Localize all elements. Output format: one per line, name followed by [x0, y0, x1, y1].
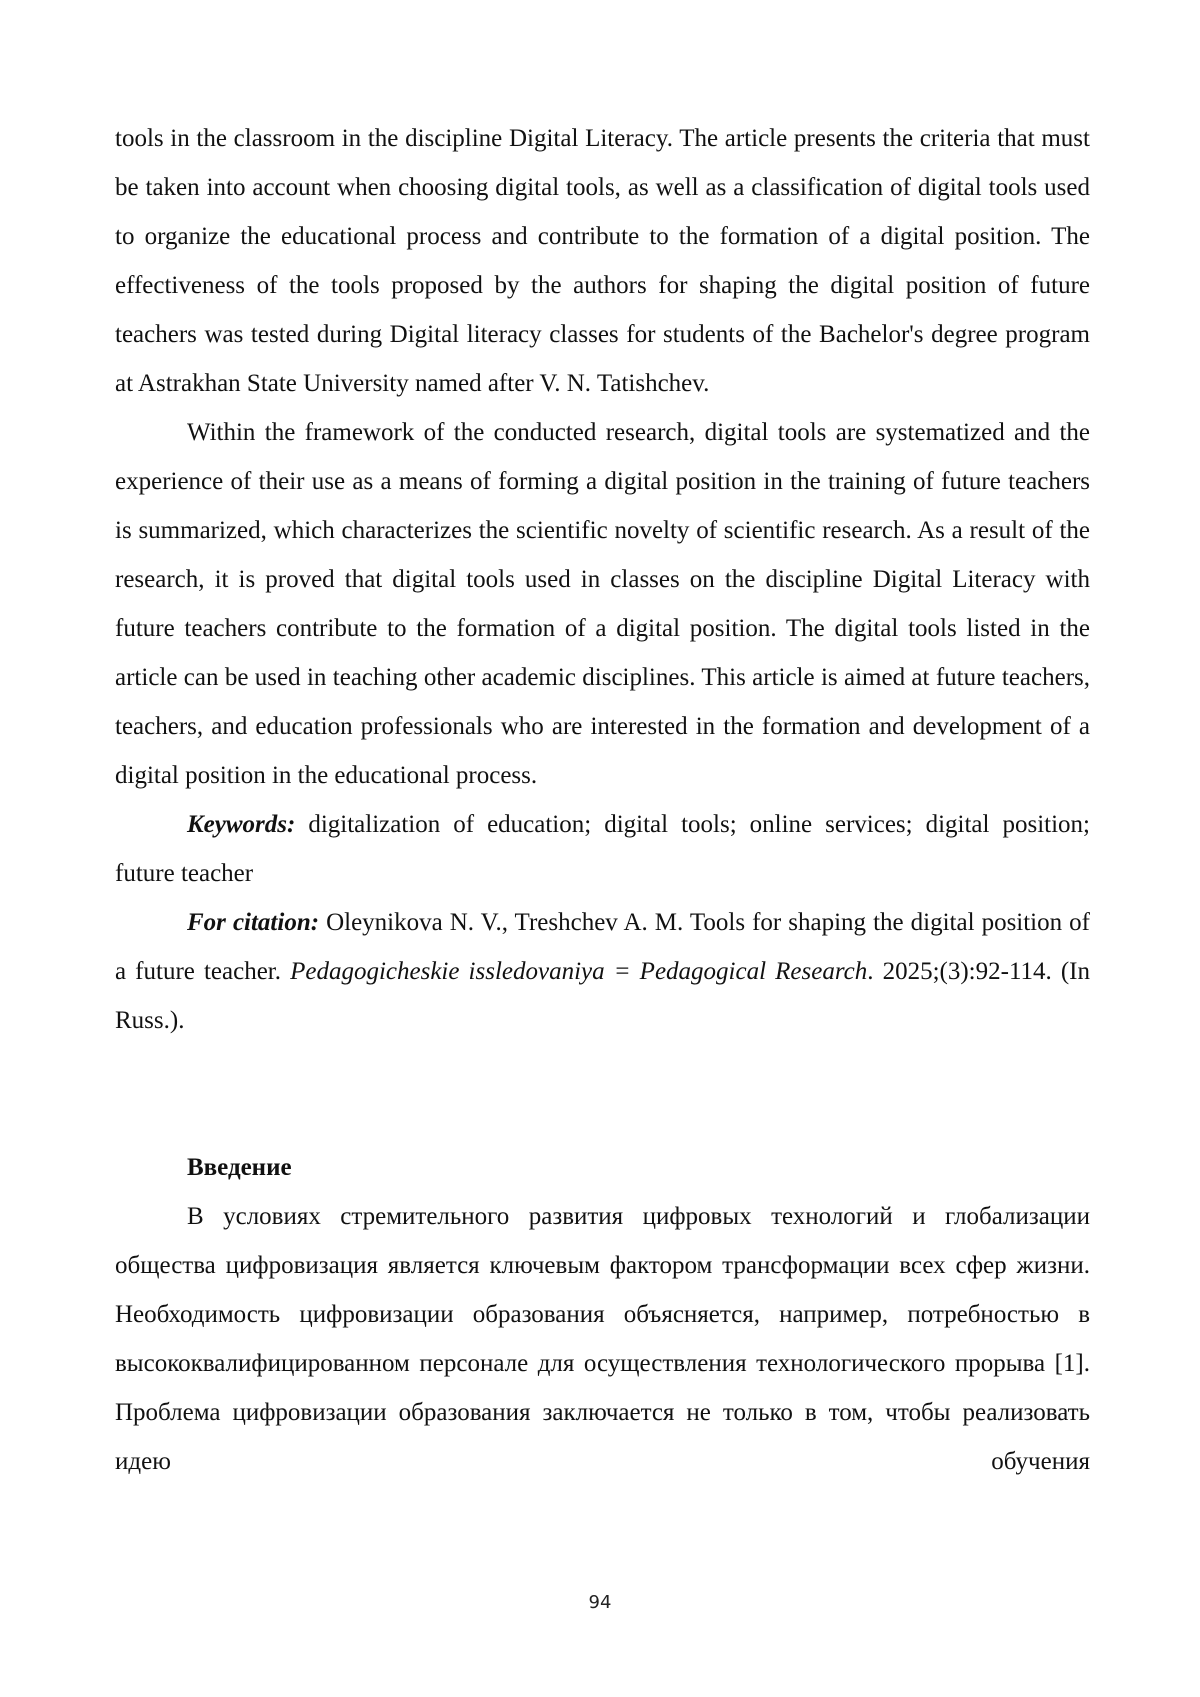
citation-journal: Pedagogicheskie issledovaniya = Pedagogical Research: [290, 958, 868, 985]
citation-paragraph: [115, 898, 1090, 1045]
introduction-paragraph: В условиях стремительного развития цифровых технологий и глобализации общества цифровизация является ключевым фактором трансформации всех сфер жизни. Необходимость цифровизации образования объясняется, например, потребностью в высококвалифицированном персонале для осуществления технологического прорыва [1]. Проблема цифровизации образования заключается не только в том, чтобы реализовать идею обучения: [115, 1203, 1090, 1475]
section-spacer: [115, 1045, 1090, 1143]
keywords-paragraph: [115, 800, 1090, 898]
keywords-label: Keywords:: [187, 811, 296, 838]
section-heading: Введение: [187, 1154, 292, 1181]
abstract-paragraph: Within the framework of the conducted research, digital tools are systematized and the experience of their use as a means of forming a digital position in the training of future teachers is summarized, which characterizes the scientific novelty of scientific research. As a result of the research, it is proved that digital tools used in classes on the discipline Digital Literacy with future teachers contribute to the formation of a digital position. The digital tools listed in the article can be used in teaching other academic disciplines. This article is aimed at future teachers, teachers, and education professionals who are interested in the formation and development of a digital position in the educational process.: [115, 419, 1090, 789]
citation-details: . 2025;(3):92-114. (In Russ.).: [115, 958, 1091, 1034]
page-number: 94: [588, 1592, 612, 1613]
citation-authors-title: Oleynikova N. V., Treshchev A. M. Tools for shaping the digital position of a future teacher.: [115, 909, 1090, 985]
page-body: [115, 114, 1090, 1486]
abstract-continuation: tools in the classroom in the discipline Digital Literacy. The article presents the criteria that must be taken into account when choosing digital tools, as well as a classification of digital tools used to organize the educational process and contribute to the formation of a digital position. The effectiveness of the tools proposed by the authors for shaping the digital position of future teachers was tested during Digital literacy classes for students of the Bachelor's degree program at Astrakhan State University named after V. N. Tatishchev.: [115, 125, 1090, 397]
keywords-text: digitalization of education; digital tools; online services; digital position; future teacher: [115, 811, 1090, 887]
citation-label: For citation:: [187, 909, 320, 936]
